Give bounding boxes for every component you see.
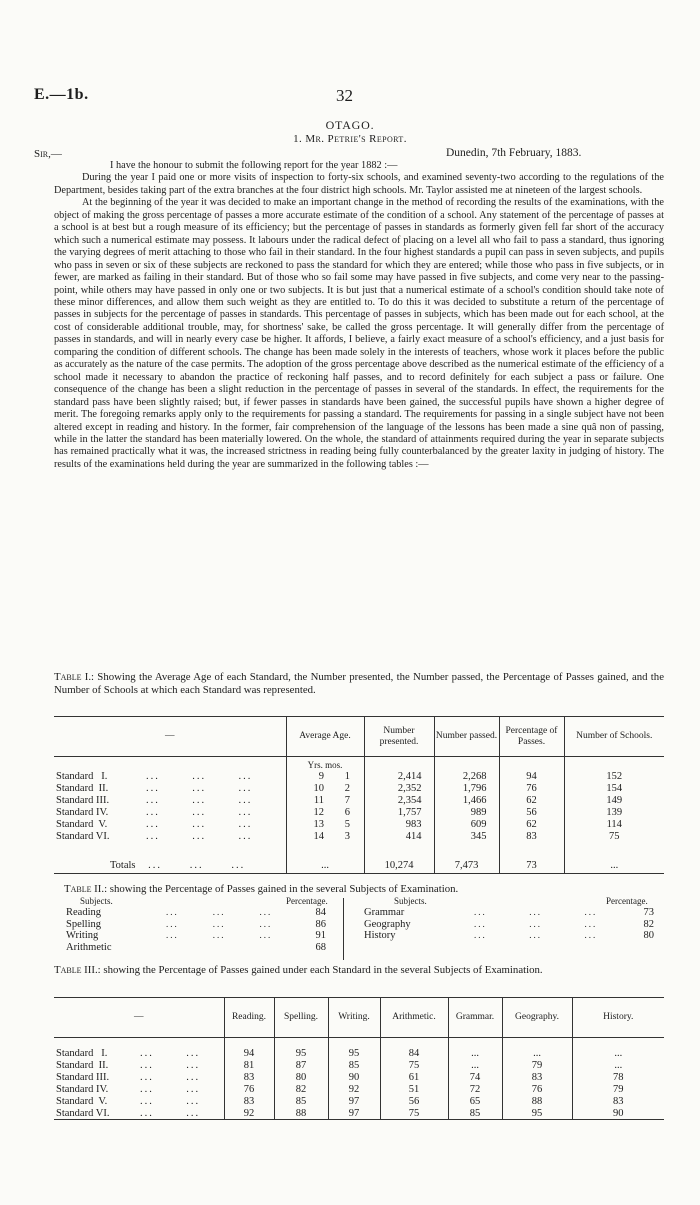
number-of-schools: 154 [564,783,664,795]
number-presented: 2,352 [364,783,434,795]
subject-percentage: 80 [643,930,654,941]
standard-label: Standard IV. ... ... ... [56,807,253,818]
history-pct: 90 [572,1108,664,1120]
number-presented: 2,414 [364,771,434,783]
subject-name: History [364,930,396,941]
writing-pct: 92 [328,1084,380,1096]
grammar-pct: 74 [448,1072,502,1084]
grammar-pct: 65 [448,1096,502,1108]
totals-row-label: Totals ... ... ... [110,859,246,871]
writing-pct: 97 [328,1108,380,1120]
reading-pct: 94 [224,1048,274,1060]
standard-label: Standard II. ... ... ... [56,783,253,794]
grammar-pct: ... [448,1048,502,1060]
table-2 [54,896,664,966]
standard-label: Standard III. ... ... ... [56,795,253,806]
standard-label: Standard VI. ... ... ... [56,831,253,842]
spelling-pct: 85 [274,1096,328,1108]
reading-pct: 81 [224,1060,274,1072]
table1-caption-label: Table I. [54,671,92,683]
age-years: 9 [318,771,324,782]
subject-name: Arithmetic [66,941,112,953]
standard-name: Standard III. [56,795,110,806]
table3-header: — [134,1012,144,1022]
average-age [286,819,364,831]
standard-name: Standard V. [56,1096,108,1107]
geography-pct: 88 [502,1096,572,1108]
subject-name: Writing [66,930,99,941]
standard-name: Standard I. [56,771,108,782]
paragraph: During the year I paid one or more visits of inspection to forty-six schools, and examined seventy-two according to the regulations of the Department, besides taking part of the extra branches at the four district high schools. Mr. Taylor assisted me at nineteen of the largest schools. [54,172,664,196]
table1-header: Number presented. [364,717,434,757]
table1-header: Number passed. [434,717,499,757]
geography-pct: 83 [502,1072,572,1084]
writing-pct: 97 [328,1096,380,1108]
standard-name: Standard VI. [56,831,110,842]
table-row [54,771,664,783]
table2-caption-text: : showing the Percentage of Passes gained in the several Subjects of Examination. [104,883,459,895]
subject-name: Spelling [66,918,102,930]
number-passed: 2,268 [434,771,499,783]
table1-caption [54,671,664,696]
standard-label: Standard VI. ... ... [56,1107,201,1119]
standard-label: Standard IV. ... ... [56,1084,201,1095]
arithmetic-pct: 51 [380,1084,448,1096]
geography-pct: 95 [502,1108,572,1120]
table1-header: Number of Schools. [564,717,664,757]
standard-name: Standard II. [56,783,109,794]
table3-header: Reading. [224,998,274,1038]
standard-name: Standard II. [56,1060,109,1071]
age-months: 5 [344,819,350,830]
writing-pct: 85 [328,1060,380,1072]
table3-caption-label: Table III. [54,964,98,976]
table1-header: Average Age. [286,717,364,757]
number-of-schools: 114 [564,819,664,831]
table1-header: — [165,731,175,741]
subject-name: Reading [66,907,101,918]
totals-schools: ... [564,858,664,874]
number-of-schools: 139 [564,807,664,819]
table-row [54,807,664,819]
table3-caption [54,964,664,977]
table-1 [54,716,664,874]
spelling-pct: 82 [274,1084,328,1096]
age-years: 14 [313,831,324,842]
paragraph: I have the honour to submit the following report for the year 1882 :— [110,160,398,171]
percentage-of-passes: 94 [499,771,564,783]
subject-row: Writing ... ... ... 91 [66,930,326,941]
history-pct: 78 [572,1072,664,1084]
table-row [54,1072,664,1084]
subject-percentage: 91 [315,930,326,941]
table2-subjects-header-right: Subjects. [394,896,427,906]
grammar-pct: 72 [448,1084,502,1096]
percentage-of-passes: 83 [499,831,564,843]
grammar-pct: ... [448,1060,502,1072]
subject-row: Spelling ... ... ... 86 [66,918,326,930]
age-months: 2 [344,783,350,794]
totals-passed: 7,473 [434,858,499,874]
history-pct: ... [572,1060,664,1072]
table3-header: Grammar. [448,998,502,1038]
age-months: 7 [344,795,350,806]
table3-header: Writing. [328,998,380,1038]
average-age [286,783,364,795]
number-presented: 2,354 [364,795,434,807]
table-row [54,819,664,831]
number-passed: 989 [434,807,499,819]
subject-percentage: 68 [315,941,326,953]
report-title: 1. Mr. Petrie's Report. [293,133,407,145]
standard-name: Standard IV. [56,1084,109,1095]
subject-row: History ... ... ... 80 [364,930,654,941]
average-age [286,795,364,807]
table2-caption [64,883,674,896]
subject-name: Grammar [364,907,405,918]
average-age [286,771,364,783]
standard-label: Standard III. ... ... [56,1072,201,1083]
subject-percentage: 73 [643,907,654,918]
number-of-schools: 75 [564,831,664,843]
page-number: 32 [336,86,353,105]
table-row [54,1084,664,1096]
standard-label: Standard II. ... ... [56,1060,201,1071]
table-row [54,783,664,795]
table-row [54,1048,664,1060]
spelling-pct: 80 [274,1072,328,1084]
subject-row [66,942,336,954]
table2-caption-label: Table II. [64,883,105,895]
age-years: 11 [313,795,324,806]
table-3 [54,997,664,1120]
percentage-of-passes: 76 [499,783,564,795]
table-row [54,1096,664,1108]
table3-header: Spelling. [274,998,328,1038]
history-pct: 79 [572,1084,664,1096]
percentage-of-passes: 62 [499,819,564,831]
report-body [54,160,664,471]
number-presented: 414 [364,831,434,843]
standard-name: Standard IV. [56,807,109,818]
number-of-schools: 149 [564,795,664,807]
arithmetic-pct: 75 [380,1108,448,1120]
average-age [286,807,364,819]
history-pct: 83 [572,1096,664,1108]
standard-name: Standard V. [56,819,108,830]
reading-pct: 83 [224,1072,274,1084]
grammar-pct: 85 [448,1108,502,1120]
dateline: Dunedin, 7th February, 1883. [446,147,582,159]
arithmetic-pct: 75 [380,1060,448,1072]
table2-percentage-header-right: Percentage. [606,896,648,906]
table3-header: Arithmetic. [380,998,448,1038]
arithmetic-pct: 84 [380,1048,448,1060]
table3-header: Geography. [502,998,572,1038]
standard-label: Standard V. ... ... ... [56,819,253,830]
percentage-of-passes: 62 [499,795,564,807]
geography-pct: 76 [502,1084,572,1096]
table1-caption-text: : Showing the Average Age of each Standard, the Number presented, the Number passed, the Percentage of Passes gained, and the Number of Schools at which each Standard was represented. [54,671,664,696]
subject-percentage: 82 [643,918,654,930]
age-years: 12 [313,807,324,818]
totals-presented: 10,274 [364,858,434,874]
subject-percentage: 84 [315,907,326,918]
arithmetic-pct: 56 [380,1096,448,1108]
reading-pct: 92 [224,1108,274,1120]
document-series-label: E.—1b. [34,86,89,103]
arithmetic-pct: 61 [380,1072,448,1084]
standard-name: Standard III. [56,1072,110,1083]
standard-label: Standard V. ... ... [56,1096,201,1107]
number-passed: 345 [434,831,499,843]
age-years: 10 [313,783,324,794]
table2-divider [343,898,344,960]
geography-pct: 79 [502,1060,572,1072]
subject-name: Geography [364,918,411,930]
table-row [54,831,664,843]
age-months: 6 [344,807,350,818]
spelling-pct: 95 [274,1048,328,1060]
standard-name: Standard VI. [56,1107,110,1119]
geography-pct: ... [502,1048,572,1060]
totals-age: ... [286,858,364,874]
table3-caption-text: : showing the Percentage of Passes gained under each Standard in the several Subjects of Examination. [97,964,543,976]
reading-pct: 76 [224,1084,274,1096]
standard-label: Standard I. ... ... ... [56,771,253,782]
number-of-schools: 152 [564,771,664,783]
number-passed: 1,466 [434,795,499,807]
table-row [54,795,664,807]
table3-header: History. [572,998,664,1038]
number-passed: 609 [434,819,499,831]
standard-label: Standard I. ... ... [56,1048,201,1059]
subject-row: Geography ... ... ... 82 [364,918,654,930]
subject-row: Grammar ... ... ... 73 [364,907,654,918]
age-units-subheader: Yrs. mos. [286,757,364,771]
totals-percentage: 73 [499,858,564,874]
subject-row: Reading ... ... ... 84 [66,907,326,918]
subject-percentage: 86 [315,918,326,930]
region-title: OTAGO. [325,118,375,132]
writing-pct: 90 [328,1072,380,1084]
age-years: 13 [313,819,324,830]
number-passed: 1,796 [434,783,499,795]
table-row [54,1060,664,1072]
spelling-pct: 87 [274,1060,328,1072]
writing-pct: 95 [328,1048,380,1060]
average-age [286,831,364,843]
table2-percentage-header: Percentage. [286,896,328,906]
table1-header: Percentage of Passes. [499,717,564,757]
age-months: 1 [344,771,350,782]
table2-subjects-header: Subjects. [80,896,113,906]
number-presented: 1,757 [364,807,434,819]
reading-pct: 83 [224,1096,274,1108]
spelling-pct: 88 [274,1108,328,1120]
salutation: Sir,— [34,148,62,160]
paragraph: At the beginning of the year it was decided to make an important change in the method of recording the results of the examinations, with the object of making the gross percentage of passes a more accurate estimate of the condition of a school. Any statement of the percentage of passes at a school is at best but a rough measure of its efficiency; but the percentage of passes in standards as formerly given fell far short of the accuracy which such a numerical estimate may possess. It labours under the radical defect of placing on a level all who fail to pass a standard, thus ignoring the varying degrees of merit attaching to those who fail in their standard. In the four highest standards a pupil can pass in seven subjects, and pupils who pass in seven or six of these subjects are reckoned to pass the standard for which they are entered; while those who pass in five subjects, or in fewer, are marked as failing in their standard. But of those who so fail some may have passed in five subjects, and come very near to the passing-point, while others may have passed in only one or two subjects. It is but just that a numerical estimate of a school's condition should take note of these minor differences, and allow them such weight as they are entitled to. To do this it was decided to substitute a return of the percentage of passes in subjects for the percentage of passes in standards. This percentage of passes in subjects, which has been made out for each school, at the cost of considerable additional trouble, may, for shortness' sake, be called the gross percentage. It will generally differ from the percentage of passes in standards, and will in nearly every case be higher. It affords, I believe, a fairly exact measure of a school's efficiency, and a just basis for comparing the condition of different schools. The change has been made solely in the interests of teachers, whose work it places before the public as accurately as the nature of the case permits. The adoption of the gross percentage above described as the numerical estimate of the efficiency of a school made it necessary to abandon the practice of reckoning half passes, and to record definitely for each subject a pass or failure. One consequence of the change has been a slight reduction in the percentage of passes in several of the standards. In effect, the requirements for the standard pass have been slightly raised; but, if fewer passes in standards have been gained, the successful pupils have shown a higher degree of merit. The foregoing remarks apply only to the requirements for passing a standard. The requirements for passing in a single subject have not been altered except in reading and history. In the former, fair comprehension of the language of the lessons has been made a sine quâ non of passing, while in the latter the standard has been materially lowered. On the whole, the standard of attainments required during the year in separate subjects has remained practically what it was, the increased strictness in reading being fully counterbalanced by the greater laxity in judging of history. The results of the examinations held during the year are summarized in the following tables :— [54,197,664,470]
age-months: 3 [344,831,350,842]
standard-name: Standard I. [56,1048,108,1059]
number-presented: 983 [364,819,434,831]
history-pct: ... [572,1048,664,1060]
percentage-of-passes: 56 [499,807,564,819]
table-row [54,1108,664,1120]
